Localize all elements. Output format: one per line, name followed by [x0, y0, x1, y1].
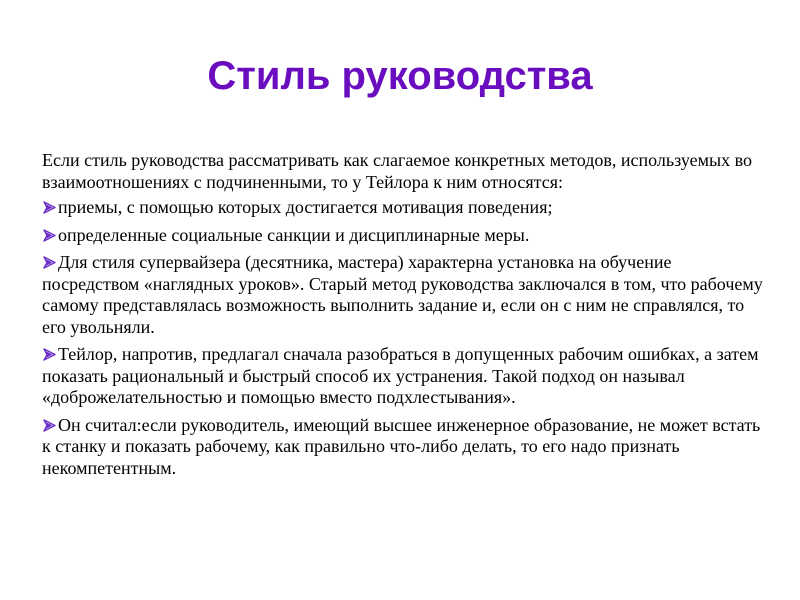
bullet-item — [42, 415, 764, 480]
arrow-bullet-icon — [43, 348, 57, 361]
bullet-list — [42, 197, 764, 479]
slide-body — [42, 150, 764, 485]
bullet-item — [42, 225, 764, 247]
bullet-text: Тейлор, напротив, предлагал сначала разобраться в допущенных рабочим ошибках, а затем показать рациональный и быстрый способ их устранения. Такой подход он называл «доброжелательностью и помощью вместо подхлестывания». — [42, 344, 759, 407]
arrow-bullet-icon — [43, 201, 57, 214]
intro-paragraph: Если стиль руководства рассматривать как слагаемое конкретных методов, используемых во взаимоотношениях с подчиненными, то у Тейлора к ним относятся: — [42, 150, 752, 192]
bullet-text: приемы, с помощью которых достигается мотивация поведения; — [58, 197, 553, 217]
bullet-item — [42, 344, 764, 409]
arrow-bullet-icon — [43, 419, 57, 432]
bullet-text: определенные социальные санкции и дисциплинарные меры. — [58, 224, 530, 245]
bullet-text: Для стиля супервайзера (десятника, мастера) характерна установка на обучение посредством «наглядных уроков». Старый метод руководства заключался в том, что рабочему самому представлялась возможность выполнить задание и, если он с ним не справлялся, то его увольняли. — [42, 252, 763, 337]
arrow-bullet-icon — [43, 229, 57, 242]
slide-title: Стиль руководства — [207, 54, 593, 98]
bullet-item — [42, 197, 764, 219]
arrow-bullet-icon — [43, 256, 57, 269]
bullet-item — [42, 252, 764, 338]
bullet-text: Он считал:если руководитель, имеющий высшее инженерное образование, не может встать к станку и показать рабочему, как правильно что-либо делать, то его надо признать некомпетентным. — [42, 414, 761, 478]
